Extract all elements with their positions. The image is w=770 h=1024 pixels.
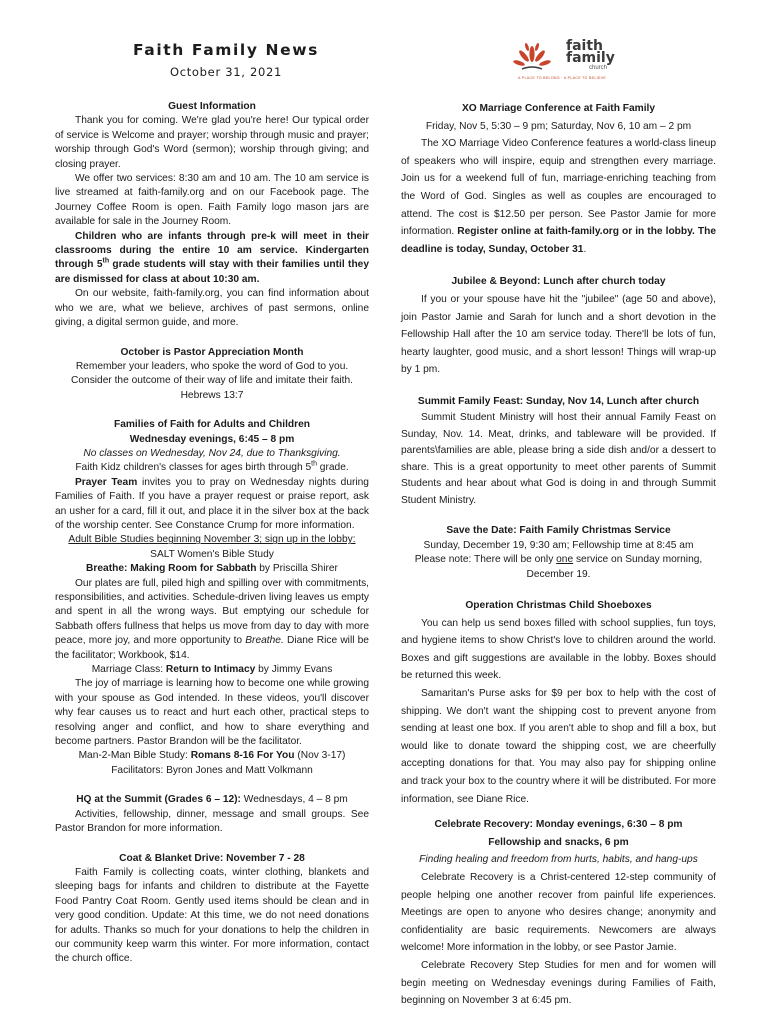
logo-word-faith: faith [566,38,603,54]
guest-info-heading: Guest Information [168,101,256,112]
pastor-appreciation-verse: Remember your leaders, who spoke the word of God to you. Consider the outcome of their way of life and imitate their faith. [71,360,353,387]
shoebox-heading: Operation Christmas Child Shoeboxes [465,600,652,612]
breathe-study-title: Breathe: Making Room for Sabbath by Priscilla Shirer [86,563,338,575]
logo-tagline: A PLACE TO BELONG · A PLACE TO BELIEVE [518,76,607,80]
thanksgiving-note: No classes on Wednesday, Nov 24, due to Thanksgiving. [83,447,341,459]
pastor-appreciation-heading: October is Pastor Appreciation Month [120,346,304,358]
families-of-faith-heading: Families of Faith for Adults and Children [113,419,311,431]
families-of-faith-time: Wednesday evenings, 6:45 – 8 pm [129,433,295,445]
summit-feast-text: Summit Student Ministry will host their annual Family Feast on Sunday, Nov. 14. Meat, drinks, and tableware will be provided. If parents\families are able, please bring a side dish and/or a dessert to share. This is a great opportunity to meet other parents of Summit Students and hear about what God is doing in and through Summit Student Ministry. [401,412,716,506]
christmas-service-heading: Save the Date: Faith Family Christmas Service [446,525,671,537]
children-dismissal-text: Children who are infants through pre-k will meet in their classrooms during the entire 10 am service. Kindergarten through 5th grade students will stay with their families until they are dismissed for class at about 10:30 am. [55,230,369,285]
left-column [55,100,369,967]
faith-kidz-text: Faith Kidz children's classes for ages birth through 5th grade. [75,460,349,474]
man-2-man-facilitators: Facilitators: Byron Jones and Matt Volkmann [111,764,313,776]
coat-drive-text: Faith Family is collecting coats, winter clothing, blankets and sleeping bags for infants and children to distribute at the Fayette Food Pantry Coat Room. Gently used items should be clean and in very good condition. Update: At this time, we do not need donations for adults. Thanks so much for your donations to help the children in our community keep warm this winter. For more information, contact the church office. [55,866,369,965]
website-text: On our website, faith-family.org, you can find information about who we are, what we believe, archives of past sermons, online giving, a digital sermon guide, and more. [55,288,369,329]
newsletter-title: Faith Family News [133,41,319,59]
guest-info-text: Thank you for coming. We're glad you're here! Our typical order of service is Welcome and prayer; worship through music and prayer; worship through God's Word (sermon); worship through giving; and closing prayer. [55,115,369,170]
salt-study-title: SALT Women's Bible Study [150,548,274,560]
celebrate-recovery-subtitle: Finding healing and freedom from hurts, habits, and hang-ups [419,854,698,866]
logo-word-church: church [589,65,608,71]
logo-word-family: family [566,50,615,66]
hq-summit-text: Activities, fellowship, dinner, message and small groups. See Pastor Brandon for more information. [55,808,369,835]
services-text: We offer two services: 8:30 am and 10 am. The 10 am service is live streamed at faith-family.org and on our Facebook page. The Journey Coffee Room is open. Faith Family logo mason jars are available for sale in the Journey Room. [55,173,369,228]
xo-conference-text: The XO Marriage Video Conference features a world-class lineup of speakers who will inspire, equip and strengthen every marriage. Join us for a weekend full of fun, marriage-enriching teaching from the Word of God. Singles as well as couples are encouraged to attend. The cost is $12.50 per person. See Pastor Jamie for more information. Register online at faith-family.org or in the lobby. The deadline is today, Sunday, October 31. [401,138,716,255]
verse-reference: Hebrews 13:7 [180,389,244,401]
breathe-study-text: Our plates are full, piled high and spilling over with commitments, responsibilities, and activities. Schedule-driven living leaves us empty and spent in all the wrong ways. But emptying our schedule for Sabbath offers fullness that helps us move from day to day with more peace, more joy, and more opportunity to Breathe. Diane Rice will be the facilitator; Workbook, $14. [55,577,369,661]
right-column [401,100,716,1010]
hq-summit-heading: HQ at the Summit (Grades 6 – 12): Wednesdays, 4 – 8 pm [76,794,348,806]
christmas-service-time: Sunday, December 19, 9:30 am; Fellowship time at 8:45 am [423,539,694,551]
xo-conference-heading: XO Marriage Conference at Faith Family [461,103,656,114]
celebrate-recovery-snacks: Fellowship and snacks, 6 pm [488,836,629,848]
coat-drive-heading: Coat & Blanket Drive: November 7 - 28 [119,852,305,864]
jubilee-heading: Jubilee & Beyond: Lunch after church today [451,276,666,288]
jubilee-text: If you or your spouse have hit the "jubilee" (age 50 and above), join Pastor Jamie and Sarah for lunch and a short devotion in the Fellowship Hall after the 10 am service today. There'll be lots of fun, hearty laughter, good music, and a short lesson! Things will wrap-up by 1 pm. [401,293,716,376]
marriage-class-title: Marriage Class: Return to Intimacy by Jimmy Evans [91,664,333,676]
xo-conference-dates: Friday, Nov 5, 5:30 – 9 pm; Saturday, Nov 6, 10 am – 2 pm [425,120,692,132]
marriage-class-text: The joy of marriage is learning how to become one while growing with your spouse as God intended. In these videos, you'll discover why fear causes us to react and hurt each other, practical steps to resolving anger and conflict, and how to share everything and become partners. Pastor Brandon will be the facilitator. [55,678,369,748]
man-2-man-title: Man-2-Man Bible Study: Romans 8-16 For You (Nov 3-17) [78,750,346,762]
christmas-service-date: December 19. [526,568,591,580]
christmas-service-note: Please note: There will be only one service on Sunday morning, [414,554,703,566]
celebrate-recovery-text: Celebrate Recovery is a Christ-centered 12-step community of people helping one another recover from painful life experiences. Meetings are open to anyone who desires change; anonymity and confidentiality are basic requirements. Newcomers are always welcome! More information in the lobby, or see Pastor Jamie. [401,871,716,954]
step-studies-text: Celebrate Recovery Step Studies for men and for women will begin meeting on Wednesday evenings during Families of Faith, beginning on November 3 at 6:45 pm. [401,959,716,1007]
prayer-team-text: Prayer Team invites you to pray on Wednesday nights during Families of Faith. If you have a prayer request or praise report, ask an usher for a card, fill it out, and place it in the silver box at the back of the worship center. See Constance Crump for more information. [55,476,369,531]
samaritans-purse-text: Samaritan's Purse asks for $9 per box to help with the cost of shipping. We don't want the shipping cost to prevent anyone from sending at least one box. If you aren't able to shop and fill a box, but would like to donate toward the shipping cost, we are cheerfully accepting donations for that. You may also pay for shipping online and track your box to the country where it will be distributed. For more information, see Diane Rice. [401,688,716,805]
shoebox-text: You can help us send boxes filled with school supplies, fun toys, and hygiene items to show Christ's love to children around the world. Boxes and gift suggestions are available in the lobby. Boxes should be returned this week. [401,617,716,682]
church-logo [508,38,618,86]
masthead [56,40,396,79]
flame-icon [508,38,566,76]
summit-feast-heading: Summit Family Feast: Sunday, Nov 14, Lunch after church [417,395,700,407]
adult-bible-studies-signup: Adult Bible Studies beginning November 3; sign up in the lobby: [68,534,356,546]
celebrate-recovery-heading: Celebrate Recovery: Monday evenings, 6:30 – 8 pm [434,819,683,831]
newsletter-date: October 31, 2021 [169,65,283,79]
